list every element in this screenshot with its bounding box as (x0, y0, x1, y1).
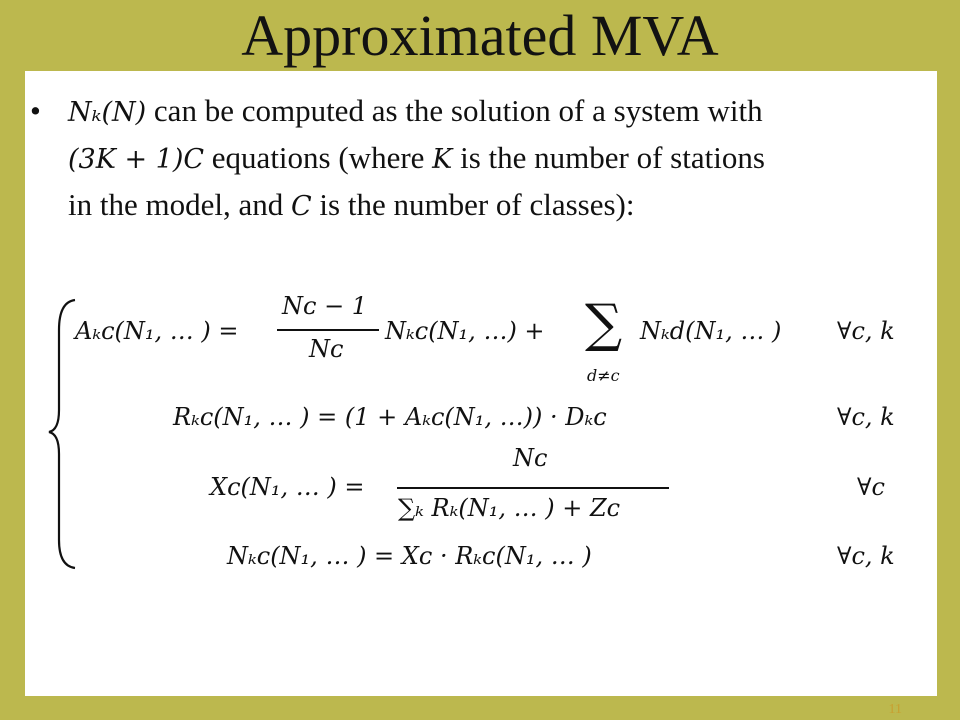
bullet-math-nk: Nₖ(N) (68, 97, 147, 128)
eq2-expression: Rₖᴄ(N₁, … ) = (1 + Aₖᴄ(N₁, …)) · Dₖᴄ (173, 403, 607, 431)
page-number: 11 (888, 702, 902, 717)
eq1-numerator: Nᴄ − 1 (282, 292, 368, 320)
eq1-lhs: Aₖᴄ(N₁, … ) = (75, 317, 239, 345)
eq1-denominator: Nᴄ (309, 335, 344, 363)
eq3-fraction-bar (397, 487, 669, 489)
eq1-sum-subscript: d≠c (587, 366, 620, 385)
eq4-expression: Nₖᴄ(N₁, … ) = Xᴄ · Rₖᴄ(N₁, … ) (227, 542, 592, 570)
bullet-line-1 (68, 88, 910, 135)
eq3-numerator: Nᴄ (513, 444, 548, 472)
eq4-condition: ∀c, k (837, 542, 895, 570)
eq1-rhs: Nₖd(N₁, … ) (640, 317, 782, 345)
eq3-denominator: ∑ₖ Rₖ(N₁, … ) + Zᴄ (398, 494, 621, 522)
bullet-paragraph (30, 88, 910, 229)
eq1-fraction-bar (277, 329, 379, 331)
slide-title: Approximated MVA (241, 3, 719, 68)
eq3-lhs: Xᴄ(N₁, … ) = (210, 473, 365, 501)
bullet-line-3 (68, 182, 910, 229)
bullet-text-c-desc: is the number of classes): (311, 187, 635, 222)
eq1-sum-sign: ∑ (585, 294, 623, 354)
bullet-text-3: in the model, and (68, 187, 291, 222)
equation-system (45, 280, 925, 580)
bullet-text-k-desc: is the number of stations (452, 140, 765, 175)
bullet-line-2 (68, 135, 910, 182)
bullet-text-1: can be computed as the solution of a system with (146, 93, 763, 128)
bullet-marker: • (30, 93, 41, 128)
bullet-math-k: K (432, 144, 453, 175)
eq2-condition: ∀c, k (837, 403, 895, 431)
bullet-text-2: equations (where (204, 140, 433, 175)
bullet-math-eqcount: (3K + 1)C (68, 144, 205, 175)
eq3-condition: ∀c (857, 473, 885, 501)
bullet-math-c: C (290, 191, 312, 222)
eq1-middle: Nₖᴄ(N₁, …) + (385, 317, 545, 345)
eq1-condition: ∀c, k (837, 317, 895, 345)
